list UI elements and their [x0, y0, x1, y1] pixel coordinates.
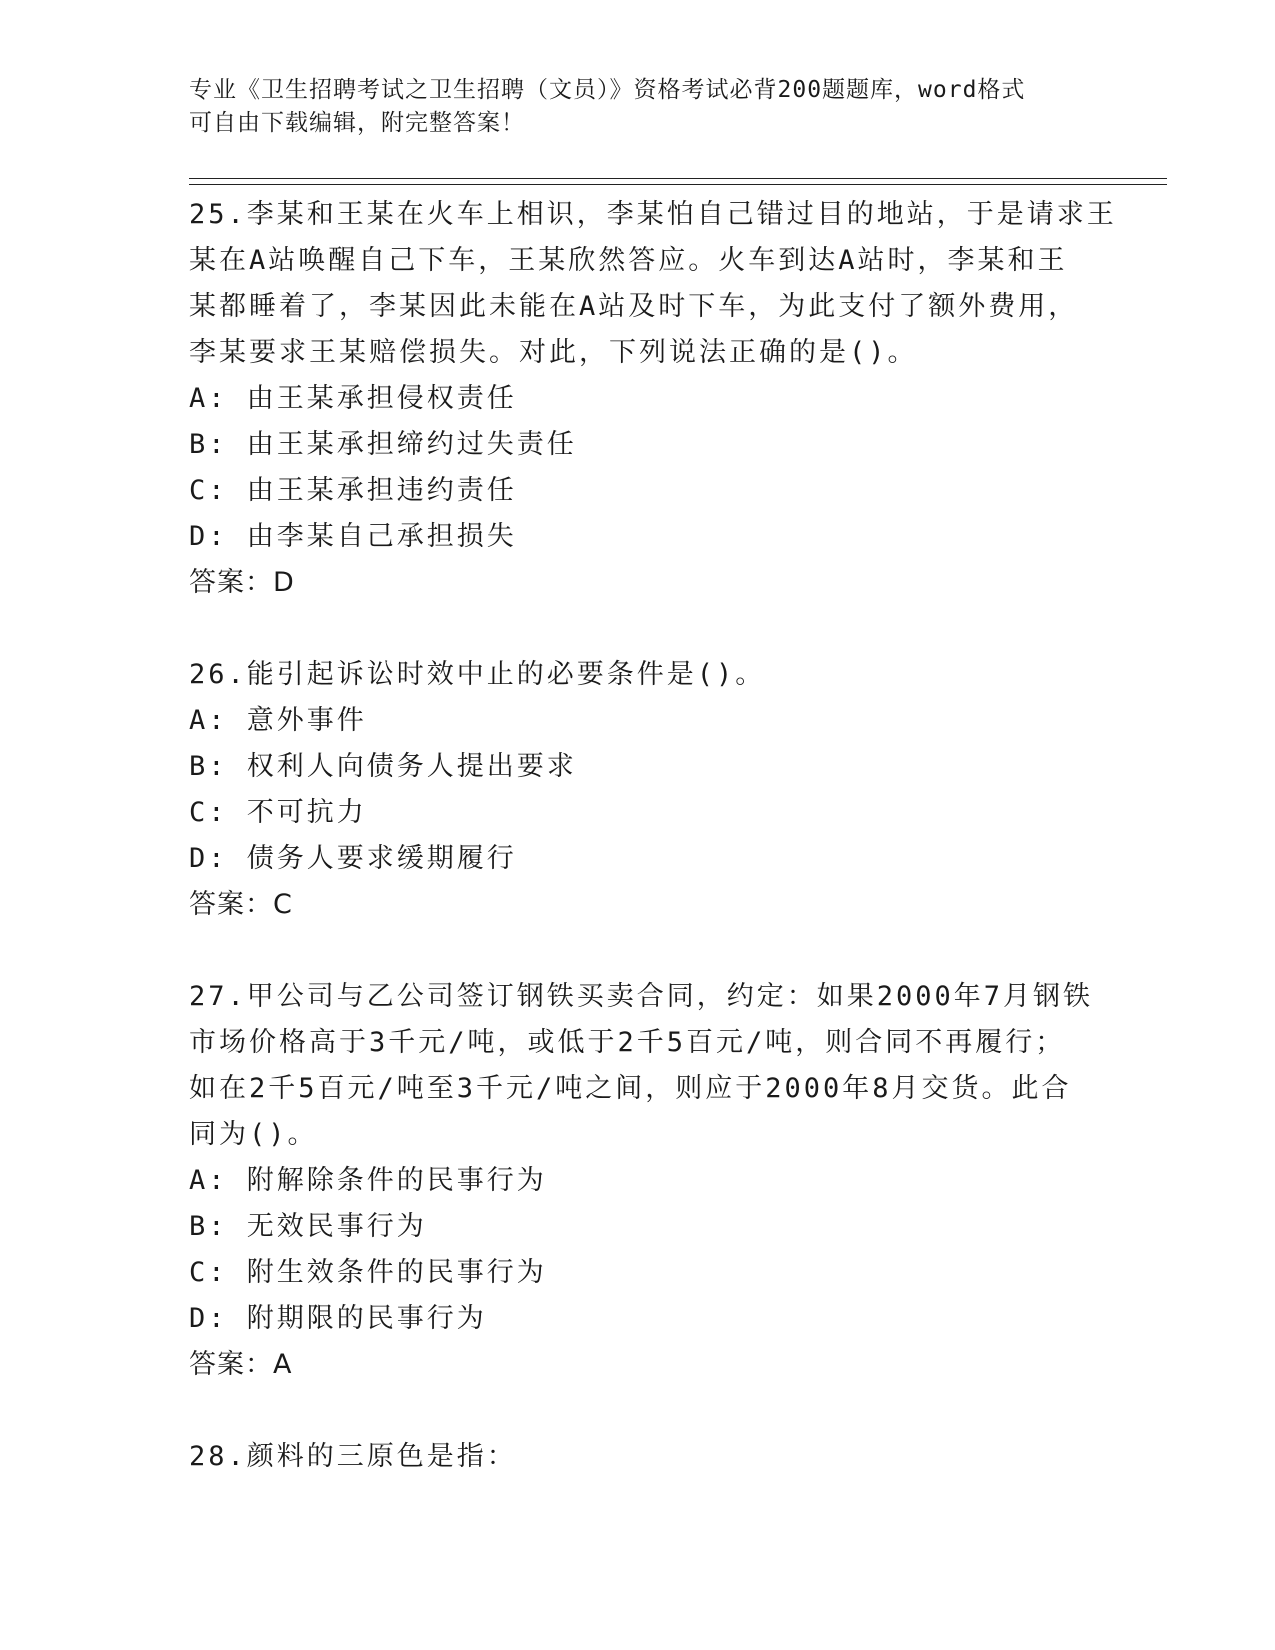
option-a: A: 意外事件 — [189, 705, 367, 736]
option-d: D: 由李某自己承担损失 — [189, 521, 517, 552]
question-spacer — [189, 928, 1089, 974]
header-divider-top — [189, 178, 1167, 179]
document-header — [189, 74, 1089, 140]
question-28 — [189, 1434, 1089, 1480]
option-a: A: 附解除条件的民事行为 — [189, 1165, 547, 1196]
question-stem-line: 某都睡着了，李某因此未能在A站及时下车，为此支付了额外费用， — [189, 291, 1079, 322]
option-b: B: 由王某承担缔约过失责任 — [189, 429, 577, 460]
answer-line: 答案：A — [189, 1349, 293, 1380]
question-list — [189, 192, 1117, 1480]
question-spacer — [189, 1388, 1089, 1434]
question-25 — [189, 192, 1117, 606]
option-c: C: 附生效条件的民事行为 — [189, 1257, 547, 1288]
question-27 — [189, 974, 1094, 1388]
question-stem-line: 如在2千5百元/吨至3千元/吨之间，则应于2000年8月交货。此合 — [189, 1073, 1072, 1104]
question-stem-line: 26.能引起诉讼时效中止的必要条件是()。 — [189, 659, 766, 690]
option-d: D: 附期限的民事行为 — [189, 1303, 487, 1334]
option-b: B: 无效民事行为 — [189, 1211, 427, 1242]
question-stem-line: 28.颜料的三原色是指： — [189, 1441, 517, 1472]
question-stem-line: 27.甲公司与乙公司签订钢铁买卖合同，约定：如果2000年7月钢铁 — [189, 981, 1094, 1012]
question-stem-line: 同为()。 — [189, 1119, 318, 1150]
option-c: C: 由王某承担违约责任 — [189, 475, 517, 506]
answer-line: 答案：D — [189, 567, 295, 598]
header-divider-bottom — [189, 184, 1167, 185]
header-line-2: 可自由下载编辑，附完整答案！ — [189, 110, 525, 136]
question-stem-line: 25.李某和王某在火车上相识，李某怕自己错过目的地站，于是请求王 — [189, 199, 1117, 230]
question-stem-line: 某在A站唤醒自己下车，王某欣然答应。火车到达A站时，李某和王 — [189, 245, 1068, 276]
header-line-1: 专业《卫生招聘考试之卫生招聘（文员）》资格考试必背200题题库，word格式 — [189, 77, 1026, 103]
question-spacer — [189, 606, 1089, 652]
answer-line: 答案：C — [189, 889, 293, 920]
option-a: A: 由王某承担侵权责任 — [189, 383, 517, 414]
question-stem-line: 李某要求王某赔偿损失。对此，下列说法正确的是()。 — [189, 337, 918, 368]
option-c: C: 不可抗力 — [189, 797, 367, 828]
question-stem-line: 市场价格高于3千元/吨，或低于2千5百元/吨，则合同不再履行； — [189, 1027, 1066, 1058]
question-26 — [189, 652, 1089, 928]
option-b: B: 权利人向债务人提出要求 — [189, 751, 577, 782]
option-d: D: 债务人要求缓期履行 — [189, 843, 517, 874]
